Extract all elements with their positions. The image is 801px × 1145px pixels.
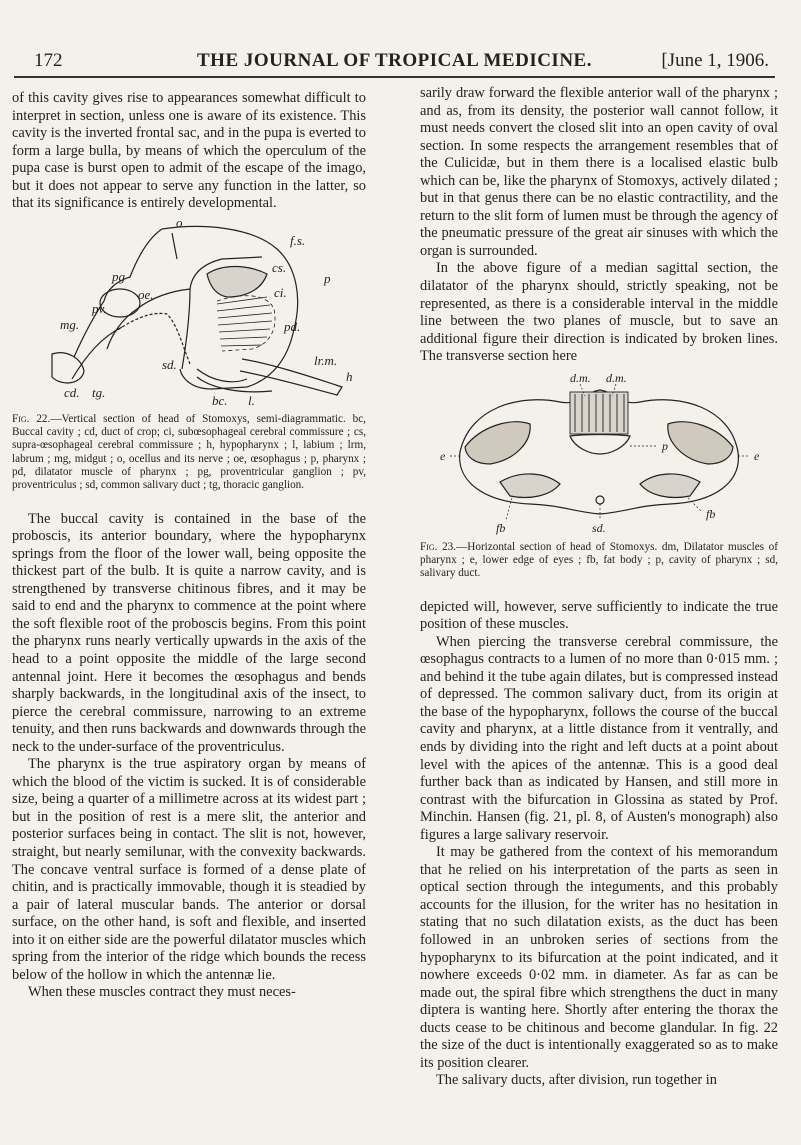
- label-l: l.: [248, 392, 255, 408]
- fat-body-right: [640, 474, 700, 498]
- figure-23-caption: Fig. 23.—Horizontal section of head of Stomoxys. dm, Dilatator muscles of pharynx ; e, lower edge of eyes ; fb, fat body ; p, cavity of pharynx ; sd, salivary duct.: [420, 540, 778, 580]
- label-sd: sd.: [162, 356, 177, 372]
- paragraph: When piercing the transverse cerebral commissure, the œsophagus contracts to a lumen of no more than 0·015 mm. ; and behind it the tube again dilates, but is compressed instead of depressed. The common salivary duct, from its origin at the base of the hypopharynx, follows the course of the buccal cavity and pharynx, at a little distance from it ventrally, and ends by dividing into the right and left ducts at a point about level with the apices of the antennæ. This is a good deal further back than as indicated by Hansen, and still more in contrast with the bifurcation in Glossina as stated by Prof. Minchin. Hansen (fig. 21, pl. 8, of Austen's monograph) also figures a large salivary reservoir.: [420, 633, 778, 843]
- figure-22: [12, 219, 366, 493]
- label-fs: f.s.: [290, 232, 306, 248]
- paragraph: The pharynx is the true aspiratory organ by means of which the blood of the victim is sucked. It is of considerable size, being a quarter of a millimetre across at its widest part ; but in the position of rest is a mere slit, the anterior and posterior surfaces being in contact. The slit is not, however, straight, but nearly semilunar, with the convexity backwards. The concave ventral surface is formed of a dense plate of chitin, and is practically immovable, though it is steadied by a pair of lateral muscular bands. The anterior or dorsal surface, on the other hand, is soft and flexible, and inserted into it on either side are the powerful dilatator muscles which spring from the interior of the ridge which bounds the recess below of the hollow in which the antennæ lie.: [12, 756, 366, 983]
- label-p: p: [662, 438, 668, 453]
- label-pg: pg: [112, 268, 125, 284]
- fat-body-left: [500, 474, 560, 498]
- label-h: h: [346, 368, 353, 384]
- label-sd: sd.: [592, 520, 606, 535]
- dilatator-muscle: [217, 296, 275, 351]
- paragraph: depicted will, however, serve sufficiently to indicate the true position of these muscles.: [420, 598, 778, 633]
- issue-date: [June 1, 1906.: [661, 50, 769, 71]
- figure-22-drawing: [12, 219, 366, 409]
- page-number: 172: [34, 50, 63, 71]
- left-column: [12, 90, 366, 1002]
- eye-left: [465, 422, 530, 464]
- paragraph: When these muscles contract they must neces-: [28, 984, 296, 1001]
- figure-23: [420, 372, 778, 581]
- ocellus-nerve: [172, 233, 177, 259]
- label-pd: pd.: [284, 318, 301, 334]
- labium: [197, 377, 272, 392]
- pharynx-cavity: [570, 434, 630, 454]
- label-dm-right: d.m.: [606, 371, 627, 385]
- label-pv: pv.: [92, 300, 107, 316]
- label-dm-left: d.m.: [570, 371, 591, 385]
- paragraph: The salivary ducts, after division, run together in: [436, 1072, 717, 1089]
- paragraph: sarily draw forward the flexible anterior wall of the pharynx ; and as, from its density, the posterior wall cannot follow, it must needs convert the closed slit into an open cavity of oval section. In some respects the arrangement resembles that of the Culicidæ, but in them there is a localised elastic bulb which can be, like the pharynx of Stomoxys, actively dilated ; but in that genus there can be no elastic contractility, and the return to the slit form of lumen must be through the agency of the pneumatic pressure of the great air sinuses with which the organ is surrounded.: [420, 85, 778, 259]
- label-oe: oe.: [138, 286, 154, 302]
- paragraph: The buccal cavity is contained in the base of the proboscis, its anterior boundary, where the hypopharynx springs from the floor of the lower wall, being opposite the thickest part of the bulb. It is quite a narrow cavity, and is strengthened by transverse chitinous fibres, and it may be said to end and the pharynx to commence at the point where the soft flexible root of the proboscis begins. From this point the pharynx runs nearly vertically upwards in the axis of the head to a point opposite the middle of the large second antennal joint. Here it becomes the œsophagus and bends sharply backwards, in the longitudinal axis of the insect, to pierce the cerebral commissure, narrowing to an extreme tenuity, and then runs backwards and downwards through the neck to the under-surface of the proventriculus.: [12, 510, 366, 755]
- paragraph: In the above figure of a median sagittal section, the dilatator of the pharynx should, strictly speaking, not be represented, as there is a considerable interval in the middle line between the two planes of muscle, but to save an additional figure their direction is indicated by broken lines. The transverse section here: [420, 260, 778, 365]
- figure-23-drawing: [420, 372, 778, 537]
- cerebral-commissure: [207, 266, 267, 297]
- label-tg: tg.: [92, 384, 106, 400]
- dilatator-muscles: [570, 392, 628, 434]
- buccal-cavity: [197, 369, 247, 382]
- paragraph: of this cavity gives rise to appearances somewhat difficult to interpret in section, unless one is aware of its existence. This cavity is the inverted frontal sac, and in the pupa is everted to form a large bulla, by means of which the operculum of the pupa case is burst open to admit of the escape of the imago, but it does not appear to serve any function in the latter, so that its significance is entirely developmental.: [12, 90, 366, 212]
- label-bc: bc.: [212, 392, 228, 408]
- figure-22-caption: Fig. 22.—Vertical section of head of Stomoxys, semi-diagrammatic. bc, Buccal cavity ; cd, duct of crop; ci, subœsophageal cerebral commissure ; cs, supra-œsophageal cerebral commissure ; h, hypopharynx ; l, labium ; lrm, labrum ; mg, midgut ; o, ocellus and its nerve ; oe, œsophagus ; p, pharynx ; pd, dilatator muscle of pharynx ; pg, proventricular ganglion ; pv, proventriculus ; sd, common salivary duct ; tg, thoracic ganglion.: [12, 412, 366, 492]
- label-e-left: e: [440, 448, 446, 463]
- running-header: [14, 46, 775, 78]
- label-ci: ci.: [274, 284, 287, 300]
- paragraph: It may be gathered from the context of his memorandum that he relied on his interpretation of the parts as seen in optical section through the integuments, and this probably accounts for the illusion, for the writer has no hesitation in stating that no such dilatation exists, as the duct has been followed in an unbroken series of sections from the hypopharynx to its bifurcation at the point indicated, and it nowhere exceeds 0·02 mm. in diameter. As far as can be made out, the spiral fibre which strengthens the duct in many diptera is wanting here. Shortly after entering the thorax the ducts cease to be chitinous and become glandular. In fig. 22 the size of the duct is intentionally exaggerated so as to make its position clearer.: [420, 844, 778, 1071]
- label-lrm: lr.m.: [314, 352, 338, 368]
- label-o: o: [176, 218, 183, 230]
- label-cd: cd.: [64, 384, 80, 400]
- crop-duct: [72, 327, 122, 379]
- salivary-duct: [596, 496, 604, 504]
- label-p: p: [324, 270, 331, 286]
- label-fb-right: fb: [706, 506, 716, 521]
- label-mg: mg.: [60, 316, 80, 332]
- eye-right: [668, 422, 733, 464]
- journal-title: THE JOURNAL OF TROPICAL MEDICINE.: [197, 50, 592, 71]
- label-cs: cs.: [272, 259, 287, 275]
- label-e-right: e: [754, 448, 760, 463]
- label-fb-left: fb: [496, 520, 506, 535]
- right-column: [420, 85, 778, 1090]
